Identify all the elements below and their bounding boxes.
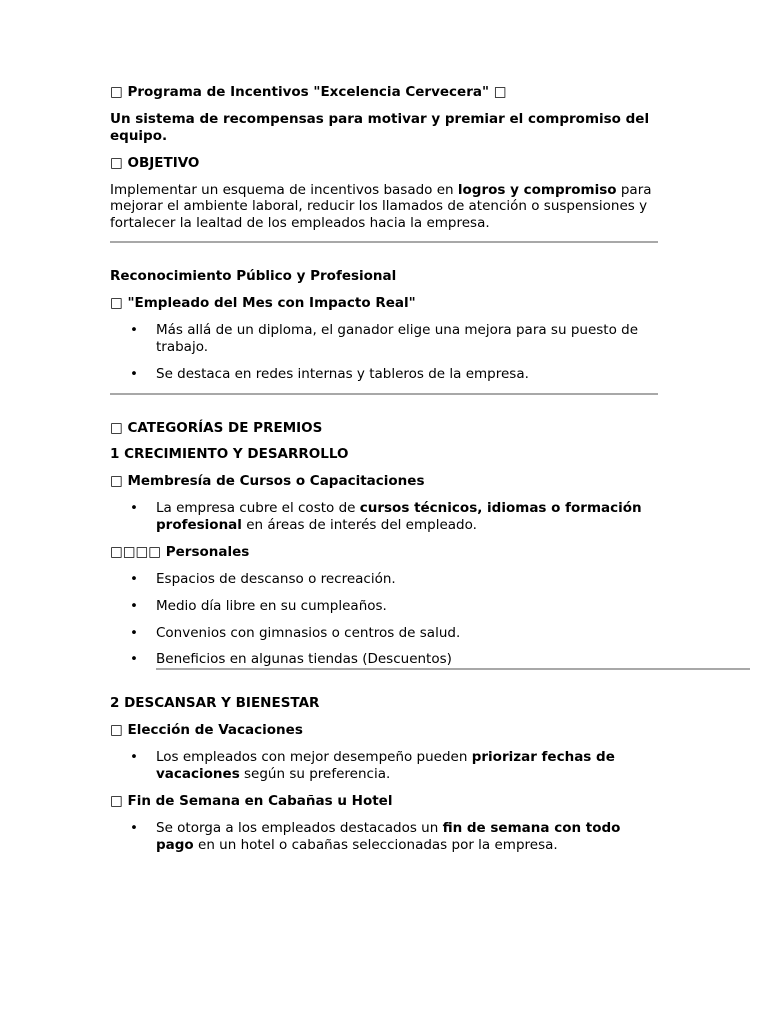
- objetivo-heading-text: OBJETIVO: [127, 154, 200, 171]
- box-icon: □: [110, 154, 123, 171]
- vacaciones-list: [110, 749, 658, 783]
- box-icon: □: [110, 722, 123, 739]
- box-icon: □: [110, 295, 123, 311]
- bullet-icon: •: [130, 819, 138, 836]
- bullet-icon: •: [130, 321, 138, 338]
- list-item: [110, 820, 658, 854]
- list-item: [110, 322, 658, 356]
- list-item: [110, 571, 658, 588]
- categorias-heading-text: CATEGORÍAS DE PREMIOS: [127, 419, 323, 436]
- list-item-text-end: según su preferencia.: [239, 765, 391, 782]
- bullet-icon: •: [130, 597, 138, 614]
- list-item: [110, 598, 658, 615]
- fin-semana-heading: [110, 793, 658, 810]
- section-divider: [110, 393, 658, 395]
- title-text: Programa de Incentivos "Excelencia Cervecera": [127, 84, 490, 100]
- list-item: [110, 749, 658, 783]
- list-item-text: Se destaca en redes internas y tableros de la empresa.: [156, 365, 529, 382]
- fin-semana-list: [110, 820, 658, 854]
- section-divider: [156, 668, 750, 670]
- personales-heading-text: Personales: [165, 543, 250, 560]
- personales-heading: [110, 544, 658, 561]
- bullet-icon: •: [130, 749, 138, 765]
- objetivo-heading: [110, 155, 658, 172]
- list-item-text-bold: priorizar fechas de vacaciones: [156, 749, 615, 782]
- box-icon: □: [110, 792, 123, 809]
- reconocimiento-list: [110, 322, 658, 383]
- document-content: [110, 84, 658, 863]
- box-icon: □: [493, 84, 507, 100]
- list-item-text-bold: fin de semana con todo pago: [156, 819, 621, 853]
- bullet-icon: •: [130, 570, 138, 587]
- document-subtitle: Un sistema de recompensas para motivar y premiar el compromiso del equipo.: [110, 110, 650, 144]
- box-icon: □: [110, 84, 123, 100]
- objetivo-paragraph: [110, 182, 658, 233]
- box-icon: □□□□: [110, 543, 162, 560]
- bullet-icon: •: [130, 651, 138, 668]
- descanso-heading: 2 DESCANSAR Y BIENESTAR: [110, 695, 320, 712]
- reconocimiento-heading: Reconocimiento Público y Profesional: [110, 268, 397, 285]
- section-divider: [110, 241, 658, 243]
- list-item: [110, 651, 658, 668]
- objetivo-text-start: Implementar un esquema de incentivos basado en: [110, 181, 458, 198]
- list-item-text: Espacios de descanso o recreación.: [156, 570, 396, 587]
- list-item-text-end: en un hotel o cabañas seleccionadas por la empresa.: [193, 836, 558, 853]
- membresia-list: [110, 500, 658, 534]
- list-item-text-end: en áreas de interés del empleado.: [241, 517, 477, 533]
- list-item-text-start: La empresa cubre el costo de: [156, 500, 360, 517]
- bullet-icon: •: [130, 624, 138, 641]
- document-title: [110, 84, 658, 101]
- list-item: [110, 366, 658, 383]
- personales-list: [110, 571, 658, 669]
- crecimiento-heading: 1 CRECIMIENTO Y DESARROLLO: [110, 446, 349, 463]
- list-item-text: Convenios con gimnasios o centros de salud.: [156, 624, 461, 641]
- list-item-text-bold: cursos técnicos, idiomas o formación profesional: [156, 500, 642, 533]
- box-icon: □: [110, 473, 123, 490]
- membresia-heading-text: Membresía de Cursos o Capacitaciones: [127, 473, 425, 490]
- categorias-heading: [110, 420, 658, 437]
- list-item-text: Más allá de un diploma, el ganador elige una mejora para su puesto de trabajo.: [156, 321, 638, 355]
- vacaciones-heading-text: Elección de Vacaciones: [127, 722, 303, 739]
- list-item: [110, 625, 658, 642]
- empleado-mes-heading: [110, 295, 658, 312]
- list-item-text-start: Se otorga a los empleados destacados un: [156, 819, 443, 836]
- vacaciones-heading: [110, 722, 658, 739]
- bullet-icon: •: [130, 365, 138, 382]
- bullet-icon: •: [130, 500, 138, 517]
- objetivo-text-end: para mejorar el ambiente laboral, reducir los llamados de atención o suspensiones y fortalecer la lealtad de los empleados hacia la empresa.: [110, 181, 652, 232]
- list-item: [110, 500, 658, 534]
- list-item-text: Medio día libre en su cumpleaños.: [156, 597, 387, 614]
- list-item-text: Beneficios en algunas tiendas (Descuentos): [156, 651, 452, 668]
- empleado-mes-heading-text: "Empleado del Mes con Impacto Real": [127, 295, 416, 311]
- fin-semana-heading-text: Fin de Semana en Cabañas u Hotel: [127, 792, 393, 809]
- membresia-heading: [110, 473, 658, 490]
- objetivo-text-bold: logros y compromiso: [457, 181, 617, 198]
- list-item-text-start: Los empleados con mejor desempeño pueden: [156, 749, 472, 765]
- box-icon: □: [110, 419, 123, 436]
